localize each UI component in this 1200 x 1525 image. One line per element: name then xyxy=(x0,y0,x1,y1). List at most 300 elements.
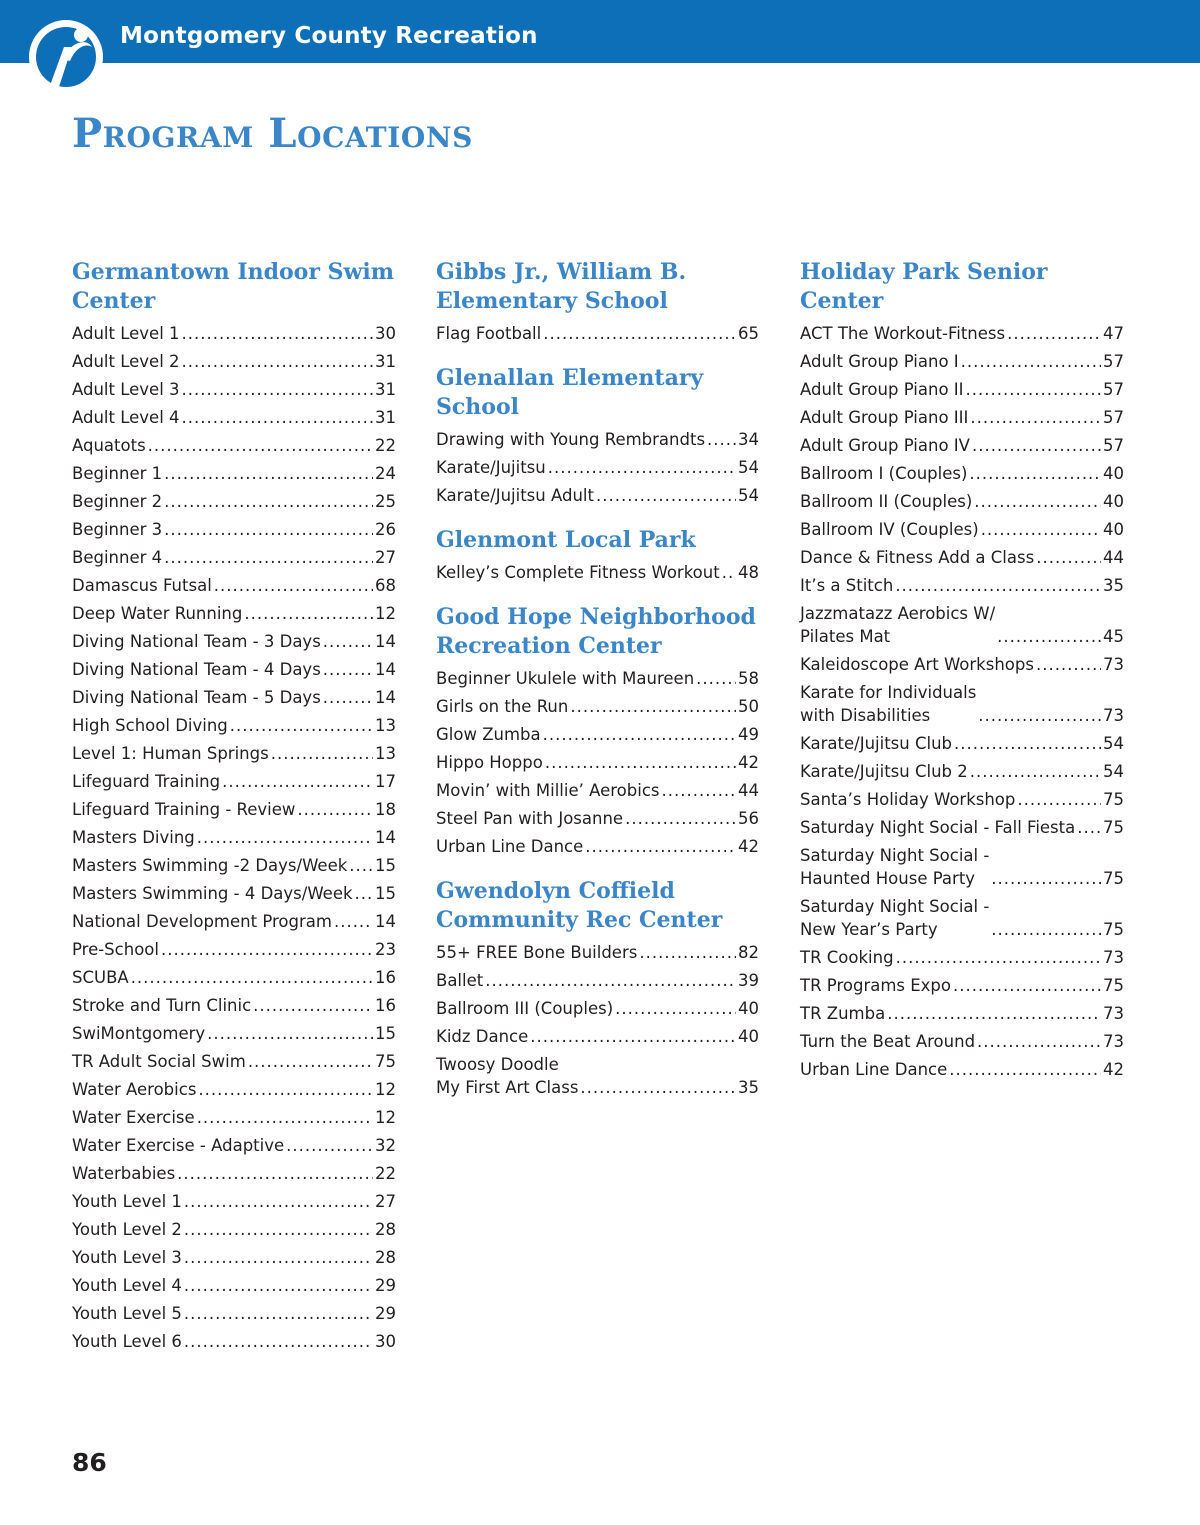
program-entry xyxy=(72,1132,396,1160)
program-page-number: 31 xyxy=(375,352,396,371)
program-page-number: 13 xyxy=(375,716,396,735)
program-page-number: 17 xyxy=(375,772,396,791)
leader-dots xyxy=(722,559,736,587)
location-heading: Glenmont Local Park xyxy=(436,527,696,553)
leader-dots xyxy=(182,376,373,404)
leader-dots xyxy=(972,432,1101,460)
program-page-number: 44 xyxy=(738,781,759,800)
program-entry xyxy=(800,432,1124,460)
program-page-number: 42 xyxy=(738,753,759,772)
program-entry xyxy=(800,679,1124,730)
leader-dots xyxy=(596,482,736,510)
leader-dots xyxy=(182,348,373,376)
program-page-number: 13 xyxy=(375,744,396,763)
program-name: Water Aerobics xyxy=(72,1080,197,1099)
program-page-number: 18 xyxy=(375,800,396,819)
program-page-number: 30 xyxy=(375,1332,396,1351)
program-page-number: 44 xyxy=(1103,548,1124,567)
program-entry xyxy=(800,1056,1124,1084)
program-name: Adult Group Piano II xyxy=(800,380,964,399)
leader-dots xyxy=(954,730,1101,758)
leader-dots xyxy=(1017,786,1101,814)
program-entry xyxy=(436,454,759,482)
program-page-number: 28 xyxy=(375,1248,396,1267)
program-page-number: 54 xyxy=(738,486,759,505)
leader-dots xyxy=(131,964,373,992)
leader-dots xyxy=(184,1188,373,1216)
program-page-number: 75 xyxy=(1103,920,1124,939)
program-entry xyxy=(72,1328,396,1356)
program-entry xyxy=(800,600,1124,651)
leader-dots xyxy=(207,1020,373,1048)
program-entry xyxy=(72,1272,396,1300)
program-name: Beginner 2 xyxy=(72,492,163,511)
leader-dots xyxy=(253,992,373,1020)
leader-dots xyxy=(161,936,373,964)
program-entry xyxy=(800,730,1124,758)
leader-dots xyxy=(164,544,373,572)
program-page-number: 15 xyxy=(375,856,396,875)
leader-dots xyxy=(661,777,736,805)
program-entry xyxy=(72,1020,396,1048)
program-name: Ballroom II (Couples) xyxy=(800,492,973,511)
program-page-number: 75 xyxy=(1103,869,1124,888)
program-name: High School Diving xyxy=(72,716,228,735)
location-heading: Gwendolyn Coffield Community Rec Center xyxy=(436,878,723,933)
leader-dots xyxy=(323,656,373,684)
program-entry xyxy=(72,740,396,768)
program-page-number: 35 xyxy=(1103,576,1124,595)
location-heading: Holiday Park Senior Center xyxy=(800,259,1048,314)
program-name-continued: My First Art Class xyxy=(436,1078,579,1097)
program-name: Lifeguard Training xyxy=(72,772,221,791)
location-heading: Glenallan Elementary School xyxy=(436,365,704,420)
program-name: TR Programs Expo xyxy=(800,976,952,995)
leader-dots xyxy=(707,426,736,454)
program-page-number: 40 xyxy=(1103,520,1124,539)
program-entry xyxy=(72,1244,396,1272)
program-entry xyxy=(72,432,396,460)
program-page-number: 73 xyxy=(1103,1032,1124,1051)
program-page-number: 75 xyxy=(1103,976,1124,995)
location-section xyxy=(436,603,759,861)
leader-dots xyxy=(244,600,373,628)
program-name: Ballroom III (Couples) xyxy=(436,999,614,1018)
leader-dots xyxy=(966,376,1101,404)
program-name: Ballet xyxy=(436,971,484,990)
program-name: TR Cooking xyxy=(800,948,894,967)
program-page-number: 29 xyxy=(375,1276,396,1295)
leader-dots xyxy=(615,995,736,1023)
program-entry xyxy=(436,721,759,749)
leader-dots xyxy=(1036,651,1101,679)
program-entry xyxy=(436,693,759,721)
program-name: Beginner 1 xyxy=(72,464,163,483)
program-name: Twoosy Doodle xyxy=(436,1055,559,1074)
program-entry xyxy=(800,544,1124,572)
program-entry xyxy=(72,600,396,628)
program-entry xyxy=(800,1000,1124,1028)
program-page-number: 26 xyxy=(375,520,396,539)
program-page-number: 16 xyxy=(375,996,396,1015)
program-page-number: 22 xyxy=(375,436,396,455)
program-entry xyxy=(436,1023,759,1051)
program-name-wrap xyxy=(800,681,976,727)
program-page-number: 29 xyxy=(375,1304,396,1323)
header-title: Montgomery County Recreation xyxy=(120,23,538,49)
program-entry xyxy=(72,1160,396,1188)
program-page-number: 42 xyxy=(1103,1060,1124,1079)
program-name: Jazzmatazz Aerobics W/ xyxy=(800,604,996,623)
leader-dots xyxy=(334,908,373,936)
program-page-number: 48 xyxy=(738,563,759,582)
location-section xyxy=(436,258,759,348)
leader-dots xyxy=(164,488,373,516)
leader-dots xyxy=(349,852,373,880)
program-name-wrap xyxy=(800,602,995,648)
leader-dots xyxy=(970,758,1101,786)
leader-dots xyxy=(543,320,736,348)
program-page-number: 49 xyxy=(738,725,759,744)
program-entry xyxy=(436,665,759,693)
program-name: Ballroom I (Couples) xyxy=(800,464,968,483)
leader-dots xyxy=(1007,320,1101,348)
location-section xyxy=(800,258,1124,1084)
program-entry xyxy=(800,348,1124,376)
program-entry xyxy=(72,1048,396,1076)
program-name: Girls on the Run xyxy=(436,697,569,716)
leader-dots xyxy=(355,880,373,908)
program-page-number: 24 xyxy=(375,464,396,483)
column-1 xyxy=(72,258,396,1372)
program-entry xyxy=(436,426,759,454)
program-page-number: 22 xyxy=(375,1164,396,1183)
column-3 xyxy=(800,258,1124,1100)
program-name: Dance & Fitness Add a Class xyxy=(800,548,1035,567)
program-entry xyxy=(72,376,396,404)
program-page-number: 35 xyxy=(738,1078,759,1097)
leader-dots xyxy=(164,460,373,488)
program-page-number: 12 xyxy=(375,1080,396,1099)
program-name: Lifeguard Training - Review xyxy=(72,800,296,819)
program-entry xyxy=(72,488,396,516)
leader-dots xyxy=(970,404,1101,432)
program-page-number: 14 xyxy=(375,912,396,931)
program-name: Adult Level 2 xyxy=(72,352,180,371)
program-name: Deep Water Running xyxy=(72,604,243,623)
program-entry xyxy=(72,348,396,376)
leader-dots xyxy=(949,1056,1101,1084)
leader-dots xyxy=(981,516,1101,544)
program-name: ACT The Workout-Fitness xyxy=(800,324,1006,343)
program-name: Diving National Team - 5 Days xyxy=(72,688,321,707)
program-entry xyxy=(800,842,1124,893)
program-name: SCUBA xyxy=(72,968,129,987)
location-section xyxy=(72,258,396,1356)
leader-dots xyxy=(997,625,1101,648)
leader-dots xyxy=(248,1048,373,1076)
program-page-number: 75 xyxy=(1103,818,1124,837)
leader-dots xyxy=(570,693,736,721)
program-name: Aquatots xyxy=(72,436,146,455)
program-name: Youth Level 3 xyxy=(72,1248,182,1267)
program-name: Karate/Jujitsu Club 2 xyxy=(800,762,968,781)
program-entry xyxy=(436,559,759,587)
leader-dots xyxy=(182,320,373,348)
leader-dots xyxy=(580,1076,736,1099)
program-name: Youth Level 4 xyxy=(72,1276,182,1295)
program-page-number: 15 xyxy=(375,1024,396,1043)
program-name: Kaleidoscope Art Workshops xyxy=(800,655,1034,674)
program-page-number: 57 xyxy=(1103,436,1124,455)
program-page-number: 54 xyxy=(1103,734,1124,753)
program-name: Drawing with Young Rembrandts xyxy=(436,430,706,449)
program-page-number: 57 xyxy=(1103,380,1124,399)
program-page-number: 45 xyxy=(1103,627,1124,646)
leader-dots xyxy=(197,824,373,852)
leader-dots xyxy=(148,432,373,460)
page-number: 86 xyxy=(72,1448,107,1477)
program-name: Flag Football xyxy=(436,324,542,343)
program-name: Youth Level 6 xyxy=(72,1332,182,1351)
program-page-number: 31 xyxy=(375,380,396,399)
program-page-number: 14 xyxy=(375,688,396,707)
program-page-number: 14 xyxy=(375,660,396,679)
program-name: Adult Level 1 xyxy=(72,324,180,343)
leader-dots xyxy=(639,939,736,967)
program-name: Saturday Night Social - xyxy=(800,846,990,865)
program-entry xyxy=(436,320,759,348)
program-page-number: 40 xyxy=(1103,492,1124,511)
page-title: Program Locations xyxy=(72,110,473,157)
program-entry xyxy=(72,544,396,572)
leader-dots xyxy=(545,749,736,777)
column-2 xyxy=(436,258,759,1118)
leader-dots xyxy=(323,684,373,712)
program-name: Adult Level 3 xyxy=(72,380,180,399)
leader-dots xyxy=(230,712,373,740)
program-name: Masters Swimming - 4 Days/Week xyxy=(72,884,353,903)
program-entry xyxy=(800,460,1124,488)
leader-dots xyxy=(969,460,1101,488)
leader-dots xyxy=(184,1244,373,1272)
program-name: Beginner Ukulele with Maureen xyxy=(436,669,695,688)
leader-dots xyxy=(184,1272,373,1300)
program-entry xyxy=(800,651,1124,679)
leader-dots xyxy=(485,967,736,995)
program-entry xyxy=(436,1051,759,1102)
program-page-number: 65 xyxy=(738,324,759,343)
program-entry xyxy=(800,758,1124,786)
leader-dots xyxy=(271,740,373,768)
program-entry xyxy=(72,908,396,936)
program-name: Beginner 3 xyxy=(72,520,163,539)
program-name: TR Zumba xyxy=(800,1004,886,1023)
leader-dots xyxy=(953,972,1101,1000)
program-name: Saturday Night Social - xyxy=(800,897,990,916)
program-page-number: 50 xyxy=(738,697,759,716)
program-entry xyxy=(800,404,1124,432)
leader-dots xyxy=(696,665,736,693)
program-entry xyxy=(800,944,1124,972)
leader-dots xyxy=(895,572,1101,600)
program-name: Beginner 4 xyxy=(72,548,163,567)
program-entry xyxy=(72,516,396,544)
program-entry xyxy=(436,482,759,510)
program-page-number: 75 xyxy=(375,1052,396,1071)
program-entry xyxy=(72,852,396,880)
program-page-number: 73 xyxy=(1103,1004,1124,1023)
location-section xyxy=(436,364,759,510)
program-entry xyxy=(72,1104,396,1132)
program-entry xyxy=(800,814,1124,842)
leader-dots xyxy=(974,488,1101,516)
leader-dots xyxy=(548,454,736,482)
leader-dots xyxy=(197,1104,373,1132)
program-name: Diving National Team - 3 Days xyxy=(72,632,321,651)
program-entry xyxy=(72,768,396,796)
program-entry xyxy=(436,833,759,861)
program-entry xyxy=(800,488,1124,516)
program-name: Glow Zumba xyxy=(436,725,541,744)
program-page-number: 28 xyxy=(375,1220,396,1239)
program-entry xyxy=(72,1216,396,1244)
leader-dots xyxy=(585,833,736,861)
program-name: It’s a Stitch xyxy=(800,576,894,595)
program-name: Karate/Jujitsu Adult xyxy=(436,486,594,505)
program-page-number: 27 xyxy=(375,548,396,567)
program-page-number: 54 xyxy=(1103,762,1124,781)
program-entry xyxy=(72,320,396,348)
program-name-continued: Pilates Mat xyxy=(800,627,891,646)
program-name: TR Adult Social Swim xyxy=(72,1052,246,1071)
program-page-number: 73 xyxy=(1103,948,1124,967)
location-heading: Good Hope Neighborhood Recreation Center xyxy=(436,604,756,659)
program-entry xyxy=(72,824,396,852)
program-entry xyxy=(72,936,396,964)
program-entry xyxy=(72,628,396,656)
program-entry xyxy=(72,1076,396,1104)
program-page-number: 75 xyxy=(1103,790,1124,809)
program-page-number: 23 xyxy=(375,940,396,959)
leader-dots xyxy=(530,1023,736,1051)
program-entry xyxy=(436,777,759,805)
program-name: Pre-School xyxy=(72,940,159,959)
leader-dots xyxy=(1077,814,1101,842)
program-name: Kidz Dance xyxy=(436,1027,529,1046)
program-name: Turn the Beat Around xyxy=(800,1032,976,1051)
program-name-wrap xyxy=(436,1053,578,1099)
program-entry xyxy=(72,1300,396,1328)
leader-dots xyxy=(978,704,1101,727)
leader-dots xyxy=(286,1132,373,1160)
program-name: Water Exercise - Adaptive xyxy=(72,1136,285,1155)
leader-dots xyxy=(961,348,1101,376)
program-entry xyxy=(436,749,759,777)
program-page-number: 14 xyxy=(375,632,396,651)
program-entry xyxy=(72,1188,396,1216)
program-name: National Development Program xyxy=(72,912,332,931)
program-page-number: 40 xyxy=(1103,464,1124,483)
program-page-number: 25 xyxy=(375,492,396,511)
program-name: Stroke and Turn Clinic xyxy=(72,996,252,1015)
program-entry xyxy=(72,460,396,488)
program-name: Level 1: Human Springs xyxy=(72,744,269,763)
program-entry xyxy=(72,572,396,600)
program-entry xyxy=(800,320,1124,348)
program-name-wrap xyxy=(800,844,989,890)
program-name: Kelley’s Complete Fitness Workout xyxy=(436,563,720,582)
program-entry xyxy=(72,656,396,684)
program-entry xyxy=(800,376,1124,404)
program-page-number: 56 xyxy=(738,809,759,828)
program-page-number: 15 xyxy=(375,884,396,903)
leader-dots xyxy=(184,1216,373,1244)
program-name-continued: New Year’s Party xyxy=(800,920,938,939)
program-page-number: 57 xyxy=(1103,352,1124,371)
program-page-number: 54 xyxy=(738,458,759,477)
program-entry xyxy=(72,796,396,824)
program-name: Damascus Futsal xyxy=(72,576,212,595)
program-page-number: 34 xyxy=(738,430,759,449)
leader-dots xyxy=(177,1160,373,1188)
program-page-number: 73 xyxy=(1103,655,1124,674)
program-page-number: 40 xyxy=(738,999,759,1018)
program-name: Adult Level 4 xyxy=(72,408,180,427)
program-entry xyxy=(72,712,396,740)
leader-dots xyxy=(1036,544,1101,572)
program-name-continued: with Disabilities xyxy=(800,706,931,725)
leader-dots xyxy=(323,628,373,656)
program-page-number: 42 xyxy=(738,837,759,856)
program-page-number: 30 xyxy=(375,324,396,343)
leader-dots xyxy=(214,572,373,600)
leader-dots xyxy=(297,796,373,824)
leader-dots xyxy=(184,1328,373,1356)
program-entry xyxy=(72,964,396,992)
leader-dots xyxy=(896,944,1101,972)
program-name: Adult Group Piano IV xyxy=(800,436,970,455)
program-name: Masters Swimming -2 Days/Week xyxy=(72,856,348,875)
program-name-continued: Haunted House Party xyxy=(800,869,976,888)
leader-dots xyxy=(184,1300,373,1328)
leader-dots xyxy=(222,768,373,796)
location-heading: Gibbs Jr., William B. Elementary School xyxy=(436,259,687,314)
program-name: Hippo Hoppo xyxy=(436,753,543,772)
program-page-number: 39 xyxy=(738,971,759,990)
program-entry xyxy=(72,684,396,712)
leader-dots xyxy=(625,805,736,833)
program-page-number: 47 xyxy=(1103,324,1124,343)
program-page-number: 14 xyxy=(375,828,396,847)
montgomery-recreation-logo xyxy=(26,13,106,103)
leader-dots xyxy=(977,1028,1101,1056)
program-page-number: 12 xyxy=(375,1108,396,1127)
program-entry xyxy=(800,516,1124,544)
program-page-number: 82 xyxy=(738,943,759,962)
program-name: Santa’s Holiday Workshop xyxy=(800,790,1016,809)
program-page-number: 73 xyxy=(1103,706,1124,725)
leader-dots xyxy=(182,404,373,432)
program-page-number: 16 xyxy=(375,968,396,987)
program-page-number: 12 xyxy=(375,604,396,623)
program-name: Movin’ with Millie’ Aerobics xyxy=(436,781,660,800)
program-name: Urban Line Dance xyxy=(800,1060,948,1079)
leader-dots xyxy=(543,721,736,749)
program-page-number: 58 xyxy=(738,669,759,688)
leader-dots xyxy=(991,918,1101,941)
location-section xyxy=(436,526,759,587)
